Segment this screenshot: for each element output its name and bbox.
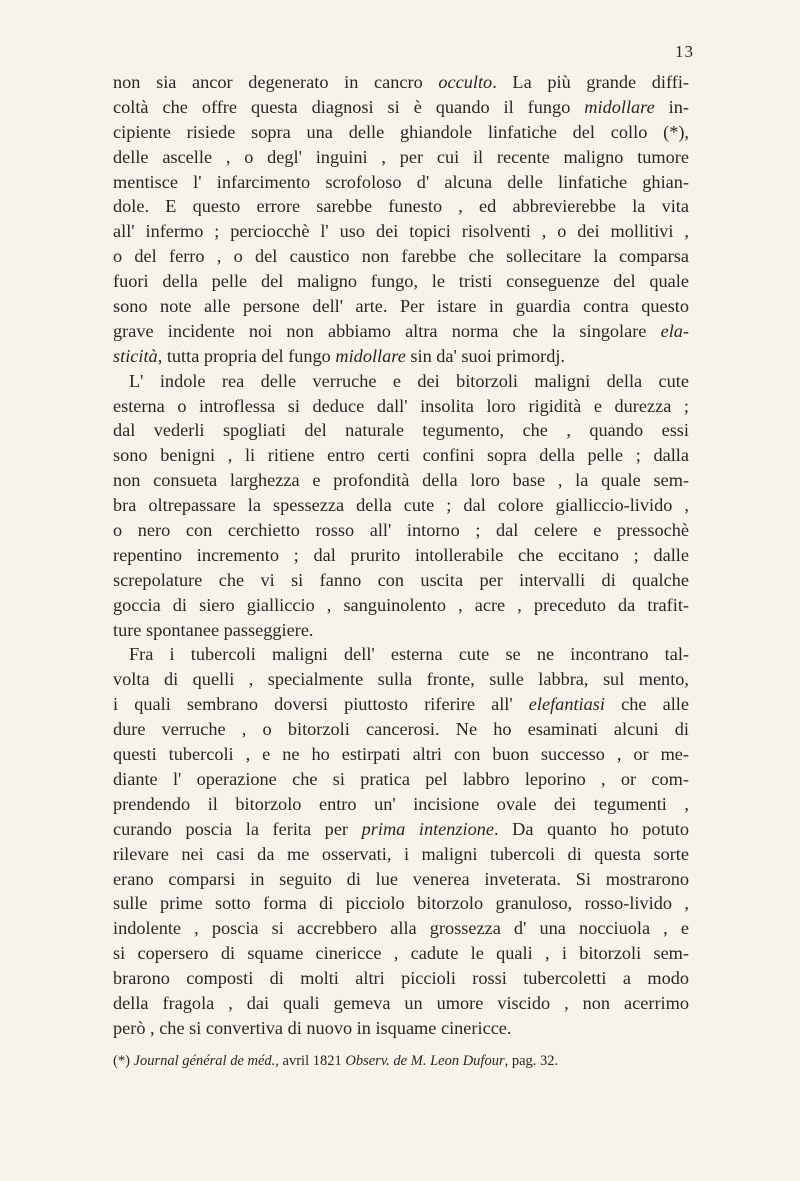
- italic-text: occulto: [438, 72, 493, 92]
- text-run: dal vederli spogliati del naturale tegumento, che , quando essi: [113, 420, 689, 441]
- text-line: [113, 70, 689, 95]
- text-run: erano comparsi in seguito di lue venerea inveterata. Si mostrarono: [113, 868, 689, 889]
- text-run: non consueta larghezza e profondità della loro base , la quale sem-: [113, 470, 689, 491]
- footnote-text: , avril 1821: [275, 1053, 346, 1069]
- italic-text: elefantiasi: [528, 694, 605, 715]
- text-line: [113, 394, 689, 419]
- footnote: [113, 1052, 713, 1070]
- text-run: repentino incremento ; dal prurito intollerabile che eccitano ; dalle: [113, 544, 689, 565]
- text-line: [113, 867, 689, 892]
- text-run: L' indole rea delle verruche e dei bitorzoli maligni della cute: [129, 370, 689, 391]
- text-line: [113, 941, 689, 966]
- text-line: [113, 294, 689, 319]
- text-run: che alle: [604, 694, 690, 715]
- text-run: rilevare nei casi da me osservati, i maligni tubercoli di questa sorte: [113, 843, 689, 864]
- text-line: [113, 194, 689, 219]
- text-line: [113, 369, 689, 394]
- text-line: [113, 891, 689, 916]
- text-run: coltà che offre questa diagnosi si è quando il fungo: [113, 96, 585, 117]
- text-line: [113, 145, 689, 170]
- text-line: [113, 692, 689, 717]
- text-run: sin da' suoi primordj.: [405, 345, 565, 366]
- text-run: sono note alle persone dell' arte. Per istare in guardia contra questo: [113, 296, 689, 317]
- text-run: però , che si convertiva di nuovo in isquame cinericce.: [113, 1017, 512, 1038]
- italic-text: ela-: [660, 320, 689, 341]
- text-line: [113, 817, 689, 842]
- text-line: [113, 344, 689, 369]
- text-line: [113, 767, 689, 792]
- text-run: screpolature che vi si fanno con uscita per intervalli di qualche: [113, 569, 689, 590]
- text-run: cipiente risiede sopra una delle ghiandole linfatiche del collo (*),: [113, 121, 689, 142]
- text-run: si copersero di squame cinericce , cadute le quali , i bitorzoli sem-: [113, 943, 689, 964]
- italic-text: sticità: [113, 345, 158, 366]
- text-run: dure verruche , o bitorzoli cancerosi. Ne ho esaminati alcuni di: [113, 719, 689, 740]
- text-line: [113, 593, 689, 618]
- text-line: [113, 966, 689, 991]
- text-run: sulle prime sotto forma di picciolo bitorzolo granuloso, rosso-livido ,: [113, 893, 689, 914]
- text-run: . Da quanto ho potuto: [494, 818, 689, 839]
- text-run: i quali sembrano doversi piuttosto riferire all': [113, 694, 529, 715]
- text-line: [113, 568, 689, 593]
- text-run: , tutta propria del fungo: [157, 345, 336, 366]
- text-run: indolente , poscia si accrebbero alla grossezza d' una nocciuola , e: [113, 918, 689, 939]
- text-run: curando poscia la ferita per: [113, 818, 362, 839]
- italic-text: midollare: [584, 96, 655, 117]
- text-line: [113, 244, 689, 269]
- text-line: [113, 170, 689, 195]
- footnote-text: , pag. 32.: [504, 1053, 559, 1069]
- text-line: [113, 1016, 689, 1041]
- footnote-italic: Journal général de méd.: [133, 1053, 276, 1069]
- text-line: [113, 418, 689, 443]
- text-run: della fragola , dai quali gemeva un umore viscido , non acerrimo: [113, 992, 689, 1013]
- text-run: bra oltrepassare la spessezza della cute ; dal colore gialliccio-livido ,: [113, 495, 689, 516]
- text-line: [113, 120, 689, 145]
- text-line: [113, 742, 689, 767]
- text-line: [113, 95, 689, 120]
- text-line: [113, 468, 689, 493]
- text-line: [113, 493, 689, 518]
- text-run: dole. E questo errore sarebbe funesto , ed abbrevierebbe la vita: [113, 196, 689, 217]
- text-line: [113, 269, 689, 294]
- italic-text: prima intenzione: [361, 818, 495, 839]
- text-run: mentisce l' infarcimento scrofoloso d' alcuna delle linfatiche ghian-: [113, 171, 689, 192]
- text-run: non sia ancor degenerato in cancro: [113, 72, 439, 92]
- text-run: volta di quelli , specialmente sulla fronte, sulle labbra, sul mento,: [113, 669, 689, 690]
- body-text: [113, 70, 689, 1041]
- text-run: fuori della pelle del maligno fungo, le tristi conseguenze del quale: [113, 271, 689, 292]
- text-line: [113, 717, 689, 742]
- text-line: [113, 319, 689, 344]
- text-run: delle ascelle , o degl' inguini , per cui il recente maligno tumore: [113, 146, 689, 167]
- page-number: 13: [675, 42, 694, 61]
- text-run: . La più grande diffi-: [492, 72, 689, 92]
- italic-text: midollare: [335, 345, 406, 366]
- text-line: [113, 991, 689, 1016]
- text-run: o nero con cerchietto rosso all' intorno ; dal celere e pressochè: [113, 520, 689, 541]
- footnote-italic: Observ. de M. Leon Dufour: [345, 1053, 505, 1069]
- text-run: sono benigni , li ritiene entro certi confini sopra della pelle ; dalla: [113, 445, 689, 466]
- text-run: esterna o introflessa si deduce dall' insolita loro rigidità e durezza ;: [113, 395, 689, 416]
- text-line: [113, 618, 689, 643]
- text-run: grave incidente noi non abbiamo altra norma che la singolare: [113, 320, 661, 341]
- text-run: diante l' operazione che si pratica pel labbro leporino , or com-: [113, 768, 689, 789]
- text-run: questi tubercoli , e ne ho estirpati altri con buon successo , or me-: [113, 744, 689, 765]
- text-run: in-: [654, 96, 689, 117]
- text-line: [113, 916, 689, 941]
- text-line: [113, 842, 689, 867]
- footnote-marker: (*): [113, 1053, 130, 1069]
- text-run: o del ferro , o del caustico non farebbe che sollecitare la comparsa: [113, 246, 689, 267]
- text-line: [113, 667, 689, 692]
- text-run: Fra i tubercoli maligni dell' esterna cute se ne incontrano tal-: [129, 644, 689, 665]
- text-line: [113, 792, 689, 817]
- text-run: goccia di siero gialliccio , sanguinolento , acre , preceduto da trafit-: [113, 594, 689, 615]
- text-line: [113, 443, 689, 468]
- text-run: prendendo il bitorzolo entro un' incisione ovale dei tegumenti ,: [113, 793, 689, 814]
- text-line: [113, 642, 689, 667]
- text-run: ture spontanee passeggiere.: [113, 619, 314, 640]
- text-run: all' infermo ; perciocchè l' uso dei topici risolventi , o dei mollitivi ,: [113, 221, 689, 242]
- text-run: brarono composti di molti altri piccioli rossi tubercoletti a modo: [113, 968, 689, 989]
- text-line: [113, 518, 689, 543]
- text-line: [113, 219, 689, 244]
- text-line: [113, 543, 689, 568]
